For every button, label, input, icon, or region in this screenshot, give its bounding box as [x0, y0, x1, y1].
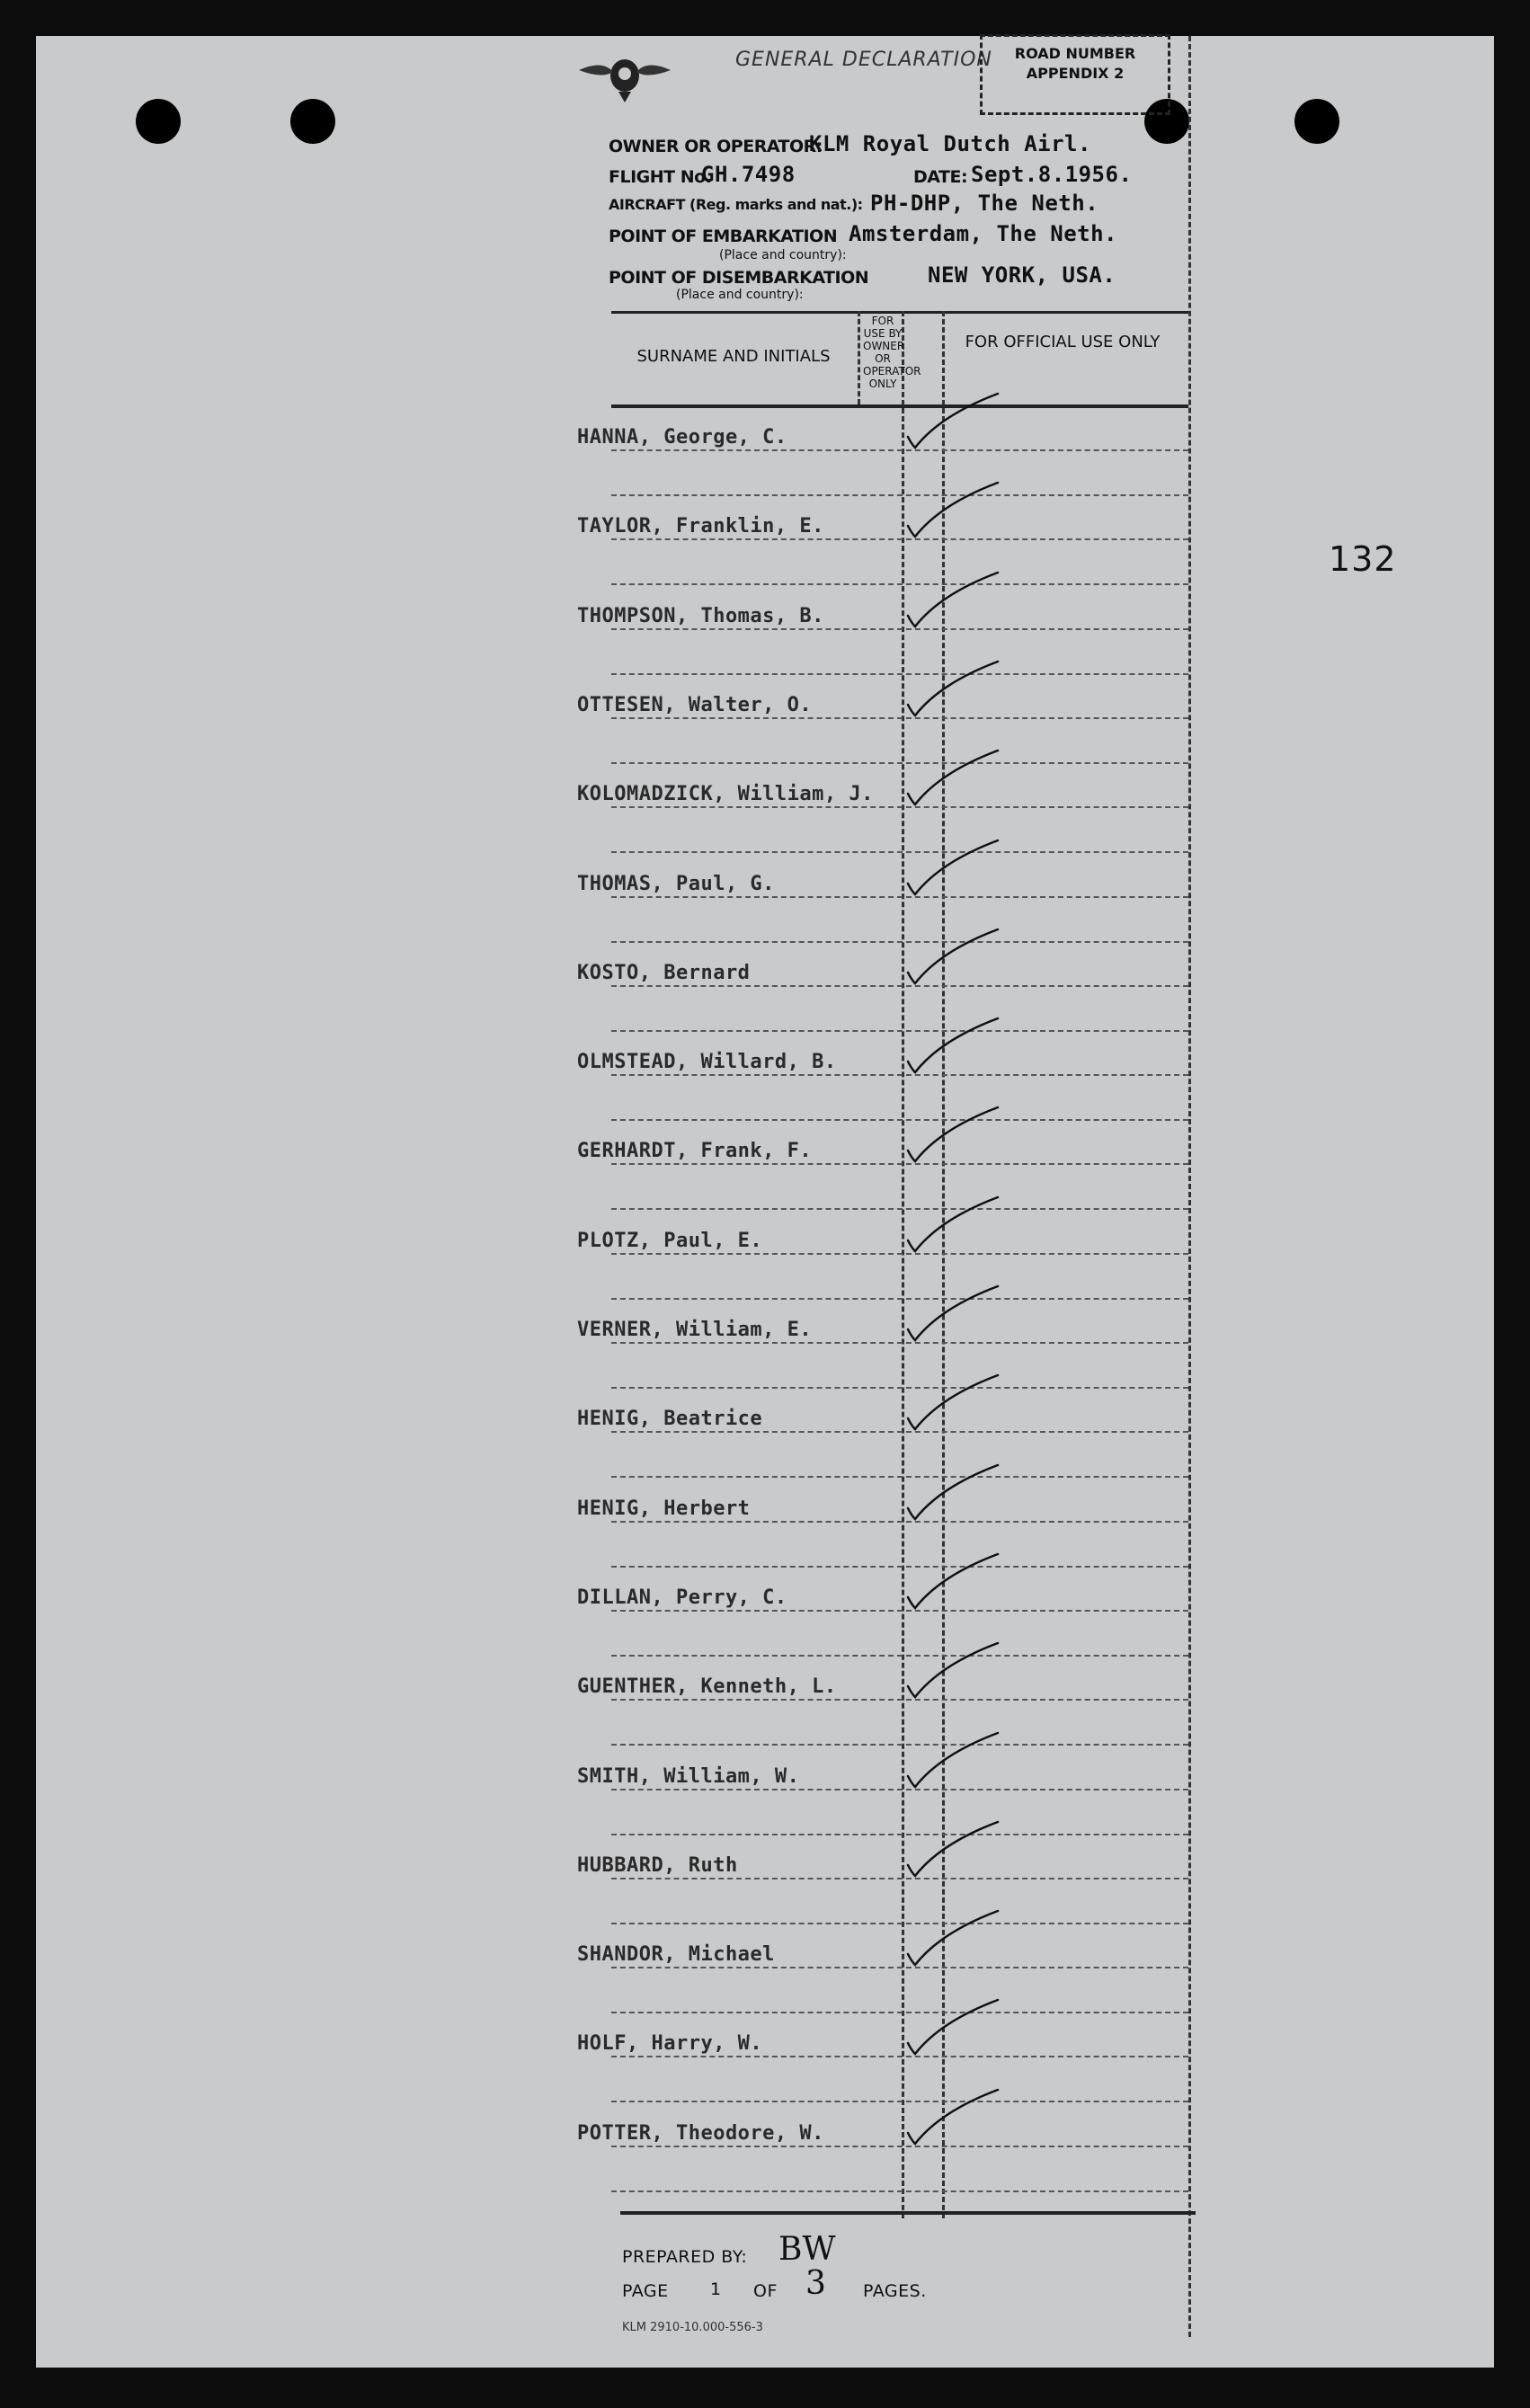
check-mark-icon — [904, 567, 1003, 630]
aircraft-label: AIRCRAFT (Reg. marks and nat.): — [609, 196, 863, 213]
passenger-name: THOMAS, Paul, G. — [577, 873, 775, 895]
row-divider — [611, 1699, 1188, 1701]
place-country-note: (Place and country): — [676, 288, 804, 302]
page-total: 3 — [805, 2265, 826, 2302]
row-divider — [611, 1923, 1188, 1924]
row-divider — [611, 1476, 1188, 1478]
passenger-name: OLMSTEAD, Willard, B. — [577, 1051, 837, 1073]
place-country-note: (Place and country): — [719, 248, 847, 262]
row-divider — [611, 583, 1188, 585]
passenger-name: PLOTZ, Paul, E. — [577, 1230, 763, 1252]
row-divider — [611, 1610, 1188, 1612]
check-mark-icon — [904, 1460, 1003, 1523]
row-divider — [611, 2012, 1188, 2013]
row-divider — [611, 985, 1188, 987]
row-divider — [611, 941, 1188, 943]
row-divider — [611, 494, 1188, 496]
col-owner-heading: FOR USE BY OWNER OR OPERATOR ONLY — [863, 315, 921, 390]
passenger-name: THOMPSON, Thomas, B. — [577, 605, 824, 627]
row-divider — [611, 1744, 1188, 1746]
row-divider — [611, 538, 1188, 540]
check-mark-icon — [904, 1013, 1003, 1076]
check-mark-icon — [904, 388, 1003, 451]
row-divider — [611, 1163, 1188, 1165]
page-current: 1 — [710, 2279, 722, 2299]
check-mark-icon — [904, 1817, 1003, 1879]
row-divider — [611, 628, 1188, 630]
check-mark-icon — [904, 1192, 1003, 1255]
check-mark-icon — [904, 835, 1003, 898]
row-divider — [611, 1387, 1188, 1389]
form-code: KLM 2910-10.000-556-3 — [622, 2321, 763, 2334]
row-divider — [611, 806, 1188, 808]
passenger-name: POTTER, Theodore, W. — [577, 2122, 824, 2145]
row-divider — [611, 1119, 1188, 1121]
check-mark-icon — [904, 1638, 1003, 1701]
passenger-name: SMITH, William, W. — [577, 1765, 800, 1788]
embarkation-label: POINT OF EMBARKATION — [609, 227, 838, 246]
airline-logo-icon — [575, 43, 674, 106]
flight-label: FLIGHT No. — [609, 167, 712, 187]
row-divider — [611, 1208, 1188, 1210]
row-divider — [611, 762, 1188, 764]
passenger-name: GERHARDT, Frank, F. — [577, 1140, 813, 1162]
row-divider — [611, 1342, 1188, 1344]
row-divider — [611, 2101, 1188, 2102]
check-mark-icon — [904, 1281, 1003, 1344]
row-divider — [611, 1967, 1188, 1968]
row-divider — [611, 673, 1188, 675]
disembarkation-label: POINT OF DISEMBARKATION — [609, 268, 869, 288]
page-label: PAGE — [622, 2281, 669, 2301]
punch-hole — [1294, 99, 1339, 144]
check-mark-icon — [904, 1102, 1003, 1165]
stamp — [980, 34, 1170, 115]
prepared-by-label: PREPARED BY: — [622, 2247, 748, 2267]
check-mark-icon — [904, 745, 1003, 808]
row-divider — [611, 2190, 1188, 2192]
col-official-heading: FOR OFFICIAL USE ONLY — [965, 333, 1161, 351]
prepared-by-initials: BW — [778, 2231, 836, 2268]
row-divider — [611, 1253, 1188, 1255]
document-sheet — [36, 36, 1494, 2368]
passenger-name: GUENTHER, Kenneth, L. — [577, 1675, 837, 1698]
passenger-name: TAYLOR, Franklin, E. — [577, 515, 824, 538]
punch-hole — [290, 99, 335, 144]
passenger-name: HENIG, Beatrice — [577, 1408, 763, 1430]
row-divider — [611, 1521, 1188, 1523]
passenger-name: KOSTO, Bernard — [577, 962, 751, 984]
passenger-name: HANNA, George, C. — [577, 426, 787, 449]
owner-value: KLM Royal Dutch Airl. — [809, 131, 1091, 156]
pages-label: PAGES. — [863, 2281, 927, 2301]
punch-hole — [136, 99, 181, 144]
check-mark-icon — [904, 1728, 1003, 1790]
row-divider — [611, 851, 1188, 853]
row-divider — [611, 1878, 1188, 1879]
row-divider — [611, 717, 1188, 719]
date-label: DATE: — [913, 167, 968, 187]
passenger-name: DILLAN, Perry, C. — [577, 1586, 787, 1609]
passenger-name: SHANDOR, Michael — [577, 1943, 775, 1966]
row-divider — [611, 1655, 1188, 1657]
stamp-line: ROAD NUMBER — [1014, 45, 1136, 62]
row-divider — [611, 1431, 1188, 1433]
stamp-line: APPENDIX 2 — [1026, 65, 1125, 82]
owner-label: OWNER OR OPERATOR: — [609, 137, 823, 156]
passenger-name: VERNER, William, E. — [577, 1319, 813, 1341]
check-mark-icon — [904, 2084, 1003, 2147]
passenger-name: OTTESEN, Walter, O. — [577, 694, 813, 716]
row-divider — [611, 1074, 1188, 1076]
passenger-name: HOLF, Harry, W. — [577, 2032, 763, 2055]
owner-col-left-border — [858, 311, 860, 404]
check-mark-icon — [904, 1370, 1003, 1433]
col-surname-heading: SURNAME AND INITIALS — [636, 347, 831, 366]
aircraft-value: PH-DHP, The Neth. — [870, 191, 1099, 216]
row-divider — [611, 1789, 1188, 1790]
page-number: 132 — [1329, 539, 1397, 579]
embarkation-value: Amsterdam, The Neth. — [849, 221, 1117, 246]
passenger-name: HUBBARD, Ruth — [577, 1854, 738, 1877]
check-mark-icon — [904, 1995, 1003, 2057]
form-title: GENERAL DECLARATION — [735, 49, 992, 71]
passenger-name: KOLOMADZICK, William, J. — [577, 783, 874, 805]
table-bottom-rule — [620, 2211, 1196, 2215]
check-mark-icon — [904, 656, 1003, 719]
row-divider — [611, 896, 1188, 898]
row-divider — [611, 1298, 1188, 1300]
header-bottom-rule — [611, 404, 1188, 408]
disembarkation-value: NEW YORK, USA. — [928, 262, 1116, 288]
row-divider — [611, 2146, 1188, 2147]
check-mark-icon — [904, 477, 1003, 540]
row-divider — [611, 449, 1188, 451]
check-mark-icon — [904, 924, 1003, 987]
row-divider — [611, 1834, 1188, 1835]
table-right-border — [1188, 36, 1191, 2337]
header-top-rule — [611, 311, 1188, 314]
row-divider — [611, 2056, 1188, 2057]
check-mark-icon — [904, 1906, 1003, 1968]
row-divider — [611, 1566, 1188, 1568]
of-label: OF — [753, 2281, 778, 2301]
flight-value: GH.7498 — [701, 162, 796, 187]
check-mark-icon — [904, 1549, 1003, 1612]
row-divider — [611, 1030, 1188, 1032]
date-value: Sept.8.1956. — [971, 162, 1133, 187]
passenger-name: HENIG, Herbert — [577, 1497, 751, 1520]
